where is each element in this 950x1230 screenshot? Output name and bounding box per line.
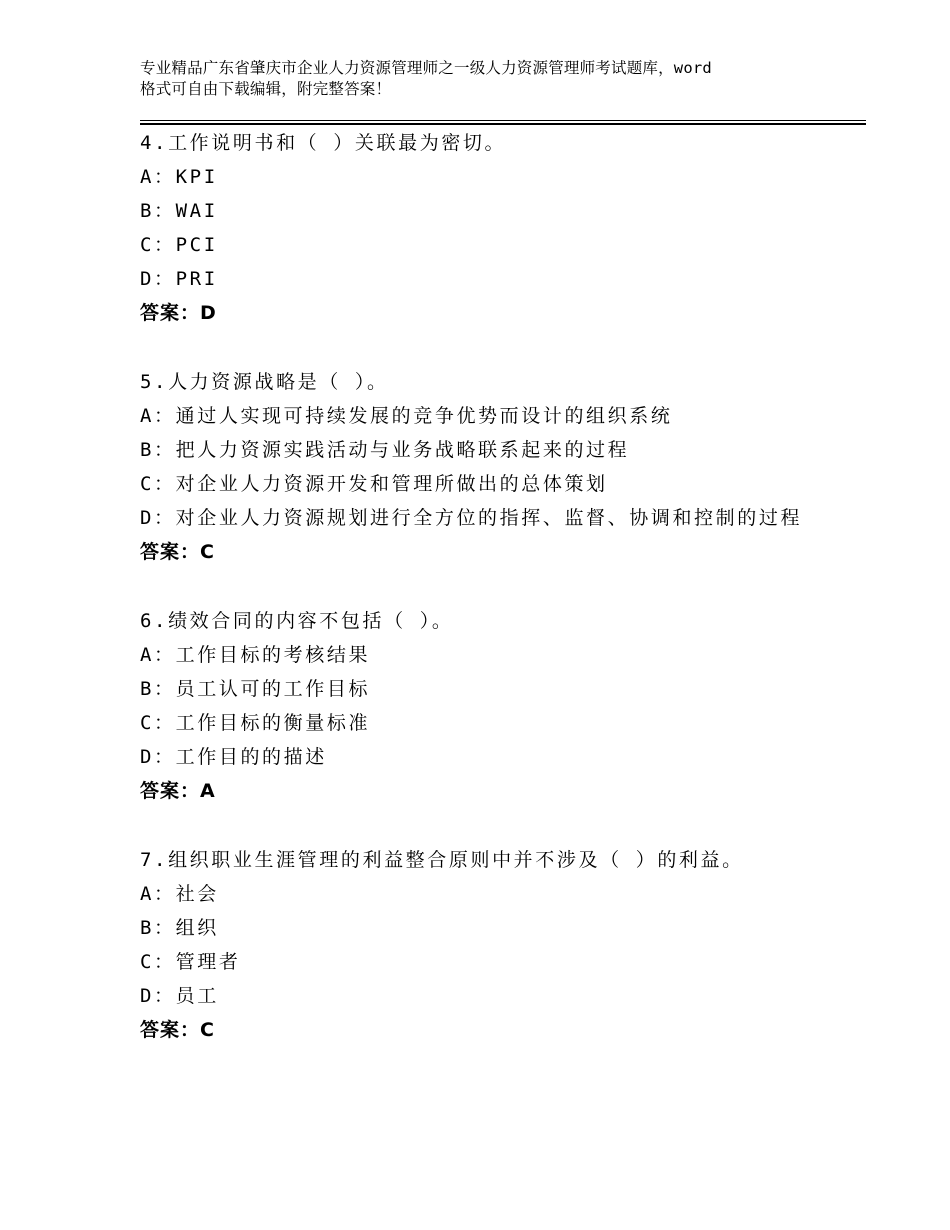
question-stem: 6.绩效合同的内容不包括（ ）。 (140, 610, 454, 632)
question-5 (140, 365, 866, 569)
question-stem: 7.组织职业生涯管理的利益整合原则中并不涉及（ ）的利益。 (140, 849, 744, 871)
question-stem: 4.工作说明书和（ ）关联最为密切。 (140, 132, 507, 154)
option-d: D：PRI (140, 268, 218, 290)
option-c: C：管理者 (140, 951, 241, 973)
header-rule-thin (140, 120, 866, 121)
header-line-1: 专业精品广东省肇庆市企业人力资源管理师之一级人力资源管理师考试题库，word (140, 59, 712, 77)
answer: 答案：D (140, 302, 217, 324)
option-c: C：工作目标的衡量标准 (140, 712, 371, 734)
question-stem: 5.人力资源战略是（ ）。 (140, 371, 389, 393)
answer: 答案：C (140, 1019, 215, 1041)
option-d: D：对企业人力资源规划进行全方位的指挥、监督、协调和控制的过程 (140, 507, 803, 529)
option-d: D：工作目的的描述 (140, 746, 327, 768)
option-c: C：对企业人力资源开发和管理所做出的总体策划 (140, 473, 608, 495)
option-b: B：员工认可的工作目标 (140, 678, 371, 700)
question-7 (140, 843, 866, 1047)
option-a: A：社会 (140, 883, 219, 905)
option-c: C：PCI (140, 234, 218, 256)
option-b: B：组织 (140, 917, 219, 939)
header-rule-thick (140, 123, 866, 125)
answer: 答案：A (140, 780, 216, 802)
option-a: A：KPI (140, 166, 218, 188)
option-a: A：工作目标的考核结果 (140, 644, 371, 666)
header-line-2: 格式可自由下载编辑，附完整答案！ (140, 80, 392, 98)
question-6 (140, 604, 866, 808)
option-b: B：把人力资源实践活动与业务战略联系起来的过程 (140, 439, 630, 461)
option-b: B：WAI (140, 200, 218, 222)
question-4 (140, 126, 866, 330)
option-d: D：员工 (140, 985, 219, 1007)
document-header (140, 58, 830, 100)
option-a: A：通过人实现可持续发展的竞争优势而设计的组织系统 (140, 405, 673, 427)
answer: 答案：C (140, 541, 215, 563)
